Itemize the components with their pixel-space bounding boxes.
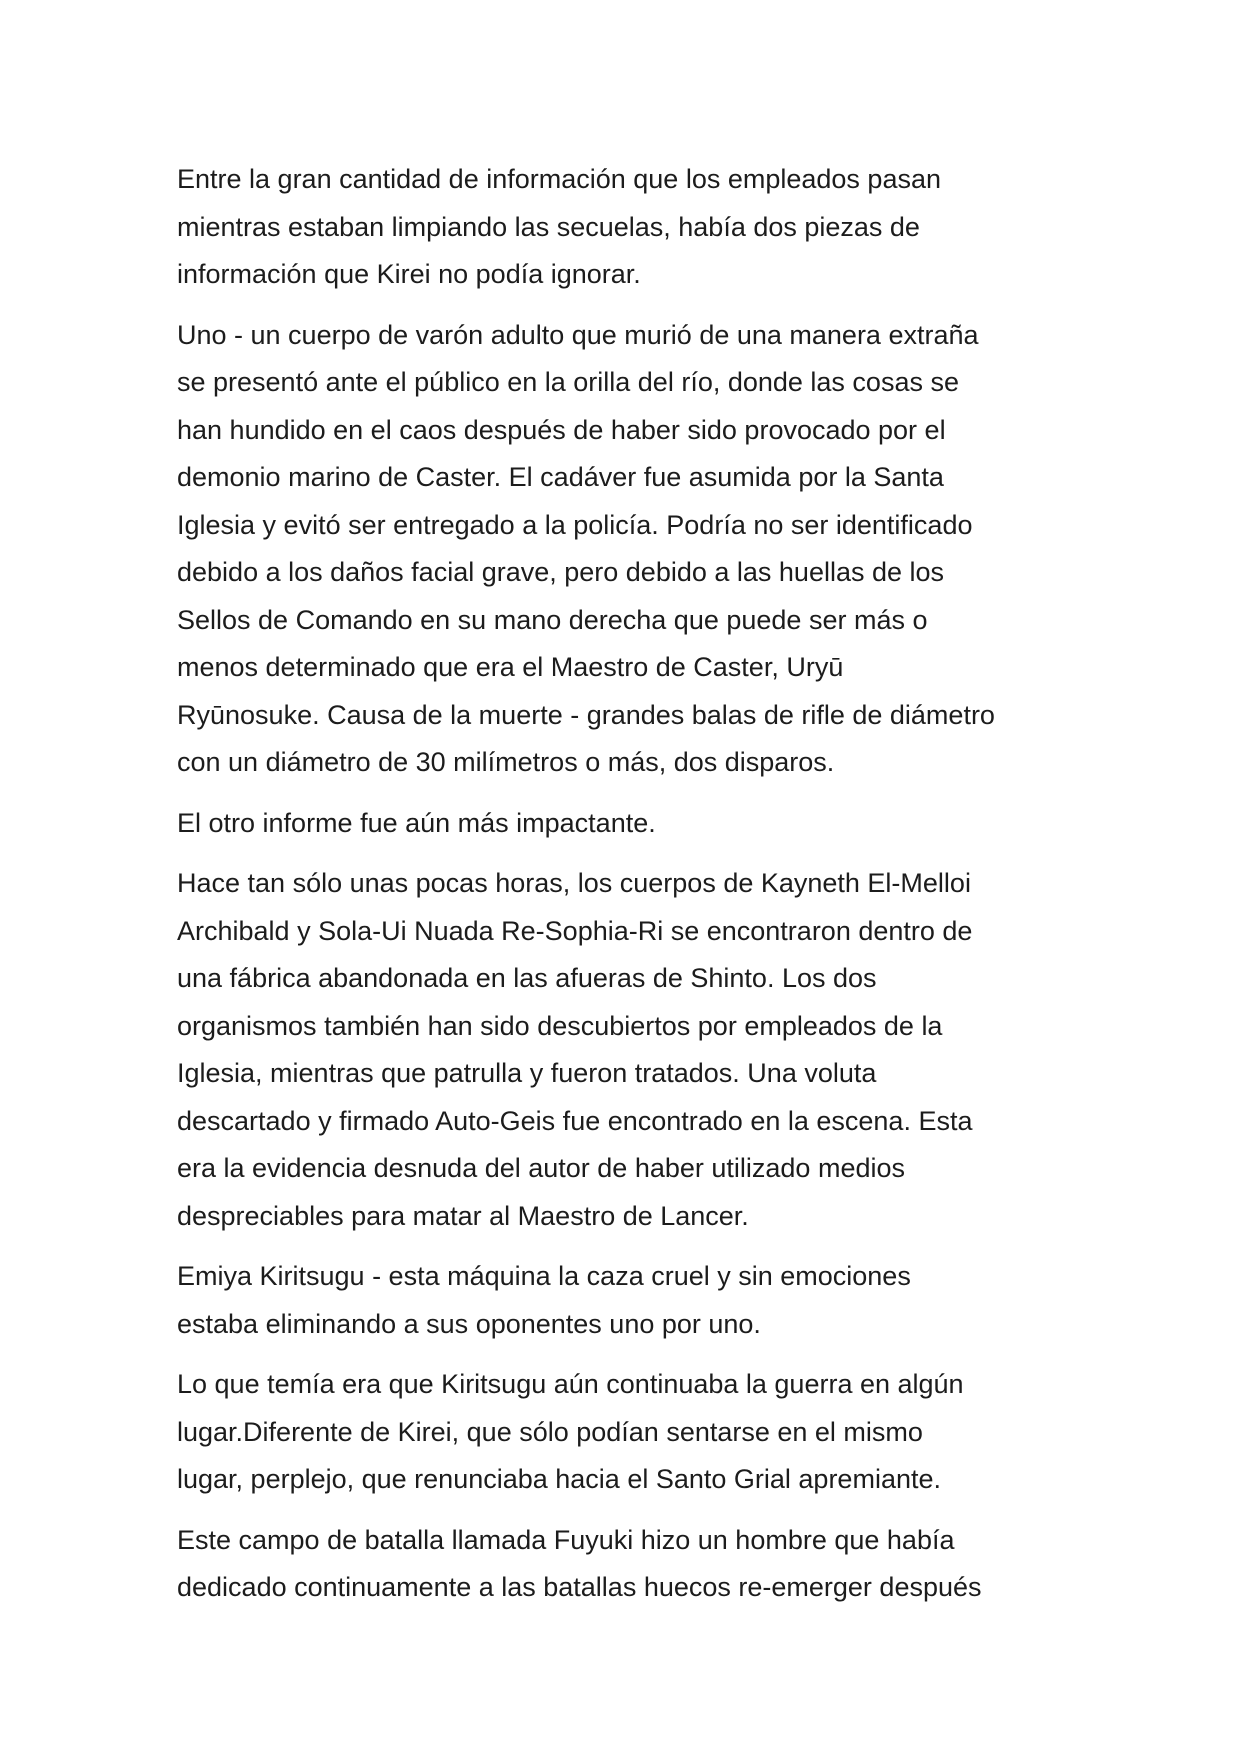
paragraph-7 [177,1517,1077,1612]
text-line: Este campo de batalla llamada Fuyuki hizo un hombre que había [177,1524,955,1555]
text-line: Iglesia, mientras que patrulla y fueron tratados. Una voluta [177,1058,877,1088]
text-line: una fábrica abandonada en las afueras de Shinto. Los dos [177,963,877,993]
text-line: despreciables para matar al Maestro de Lancer. [177,1200,749,1231]
text-line: organismos también han sido descubiertos por empleados de la [177,1010,943,1041]
text-line: lugar.Diferente de Kirei, que sólo podían sentarse en el mismo [177,1416,923,1447]
text-line: Entre la gran cantidad de información que los empleados pasan [177,164,941,194]
text-line: Iglesia y evitó ser entregado a la policía. Podría no ser identificado [177,509,973,540]
text-line: Ryūnosuke. Causa de la muerte - grandes balas de rifle de diámetro [177,699,995,730]
text-line: Archibald y Sola-Ui Nuada Re-Sophia-Ri se encontraron dentro de [177,915,973,946]
paragraph-1 [177,156,1077,299]
text-line: era la evidencia desnuda del autor de haber utilizado medios [177,1153,905,1183]
paragraph-5 [177,1253,1077,1348]
text-line: menos determinado que era el Maestro de Caster, Uryū [177,652,844,682]
text-line: Uno - un cuerpo de varón adulto que murió de una manera extraña [177,319,979,350]
text-line: dedicado continuamente a las batallas huecos re-emerger después [177,1572,982,1602]
text-line: Lo que temía era que Kiritsugu aún continuaba la guerra en algún [177,1369,964,1399]
text-line: Hace tan sólo unas pocas horas, los cuerpos de Kayneth El-Melloi [177,868,971,898]
text-line: mientras estaban limpiando las secuelas, había dos piezas de [177,211,920,242]
text-line: se presentó ante el público en la orilla del río, donde las cosas se [177,367,959,397]
text-line: El otro informe fue aún más impactante. [177,807,656,838]
text-line: lugar, perplejo, que renunciaba hacia el Santo Grial apremiante. [177,1464,941,1494]
paragraph-4 [177,860,1077,1240]
paragraph-3 [177,800,1077,848]
text-line: Emiya Kiritsugu - esta máquina la caza cruel y sin emociones [177,1261,911,1291]
text-line: con un diámetro de 30 milímetros o más, dos disparos. [177,747,835,777]
paragraph-2 [177,312,1077,787]
body-text [177,156,1077,1625]
paragraph-6 [177,1361,1077,1504]
text-line: demonio marino de Caster. El cadáver fue asumida por la Santa [177,462,944,492]
text-line: descartado y firmado Auto-Geis fue encontrado en la escena. Esta [177,1105,973,1136]
text-line: información que Kirei no podía ignorar. [177,259,641,289]
text-line: han hundido en el caos después de haber sido provocado por el [177,414,946,445]
text-line: estaba eliminando a sus oponentes uno por uno. [177,1308,761,1339]
text-line: Sellos de Comando en su mano derecha que puede ser más o [177,604,928,635]
text-line: debido a los daños facial grave, pero debido a las huellas de los [177,557,945,587]
